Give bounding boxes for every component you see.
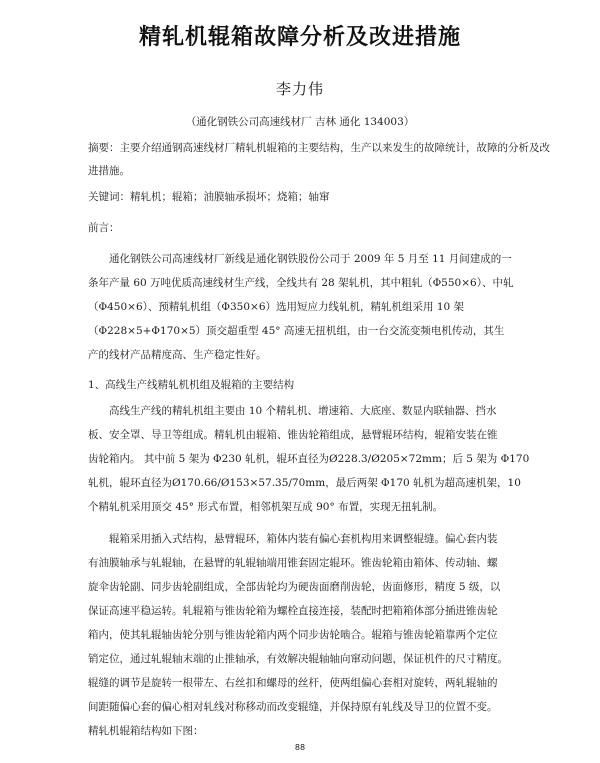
paragraph-line: 有油膜轴承与轧辊轴，在悬臂的轧辊轴端用锥套固定辊环。锥齿轮箱由箱体、传动轴、螺 [88,557,498,569]
paragraph-line: 旋伞齿轮副、同步齿轮副组成，全部齿轮均为硬齿面磨削齿轮，齿面修形，精度 5 级，以 [88,581,501,593]
paragraph-line: （Φ228×5+Φ170×5）顶交超重型 45° 高速无扭机组，由一台交流变频电机传动，其生 [88,325,505,337]
paragraph-line: 轧机，辊环直径为Ø170.66/Ø153×57.35/70mm，最后两架 Φ170 轧机为超高速机架，10 [88,477,521,489]
paragraph-line: 产的线材产品精度高、生产稳定性好。 [88,349,267,361]
paragraph-roll-box [88,527,520,743]
paragraph-line: 齿轮箱内。 其中前 5 架为 Φ230 轧机，辊环直径为Ø228.3/Ø205×72mm；后 5 架为 Φ170 [88,453,530,465]
paragraph-line: 箱内，使其轧辊轴齿轮分别与锥齿轮箱内两个同步齿轮啮合。辊箱与锥齿轮箱靠两个定位 [88,629,498,641]
paragraph-intro [88,247,520,367]
paragraph-line: 条年产量 60 万吨优质高速线材生产线，全线共有 28 架轧机，其中粗轧（Φ550×6）、中轧 [88,277,514,289]
section-heading: 1、高线生产线精轧机机组及辊箱的主要结构 [88,379,295,391]
paragraph-line: 通化钢铁公司高速线材厂新线是通化钢铁股份公司于 2009 年 5 月至 11 月间建成的一 [109,253,512,265]
paragraph-line: 间距随偏心套的偏心相对轧线对称移动而改变辊缝，并保持原有轧线及导卫的位置不变。 [88,701,498,713]
abstract [88,137,550,183]
paper-title: 精轧机辊箱故障分析及改进措施 [138,25,461,50]
keywords: 关键词：精轧机；辊箱；油膜轴承损坏；烧箱；轴窜 [88,191,330,203]
paragraph-structure [88,399,530,519]
paragraph-line: （Φ450×6）、预精轧机组（Φ350×6）选用短应力线轧机，精轧机组采用 10 架 [88,301,465,313]
paragraph-line: 销定位，通过轧辊轴末端的止推轴承，有效解决辊轴轴向窜动问题，保证机件的尺寸精度。 [88,653,508,665]
paragraph-line: 辊箱采用插入式结构，悬臂辊环，箱体内装有偏心套机构用来调整辊缝。偏心套内装 [109,533,498,545]
paragraph-line: 高线生产线的精轧机组主要由 10 个精轧机、增速箱、大底座、数显内联轴器、挡水 [109,405,497,417]
paragraph-line: 板、安全罩、导卫等组成。精轧机由辊箱、锥齿轮箱组成，悬臂辊环结构，辊箱安装在锥 [88,429,498,441]
paragraph-line: 辊缝的调节是旋转一根带左、右丝扣和螺母的丝杆，使两组偏心套相对旋转，两轧辊轴的 [88,677,498,689]
abstract-line: 摘要：主要介绍通钢高速线材厂精轧机辊箱的主要结构，生产以来发生的故障统计，故障的分析及改 [88,142,550,154]
paragraph-line: 个精轧机采用顶交 45° 形式布置，相邻机架互成 90° 布置，实现无扭轧制。 [88,501,444,513]
author-name: 李力伟 [275,80,324,98]
preface-heading: 前言： [88,222,120,234]
author-affiliation: （通化钢铁公司高速线材厂 吉林 通化 134003） [185,116,415,128]
abstract-line: 进措施。 [88,165,130,177]
paragraph-line: 保证高速平稳运转。轧辊箱与锥齿轮箱为螺栓直接连接，装配时把箱箱体部分插进锥齿轮 [88,605,498,617]
paragraph-line: 精轧机辊箱结构如下图： [88,725,204,737]
page-number: 88 [294,743,306,752]
